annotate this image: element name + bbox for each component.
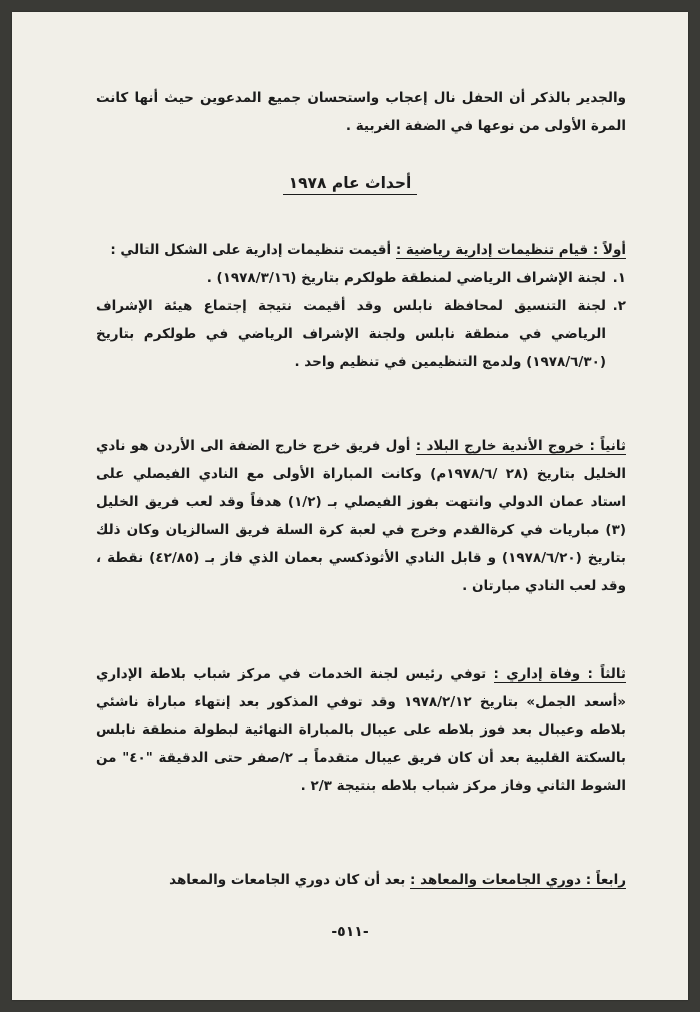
third-heading: ثالثاً : وفاة إداري :	[493, 666, 626, 682]
section-third	[96, 660, 626, 800]
list-item	[96, 292, 626, 376]
section-fourth	[96, 866, 626, 894]
section-first	[96, 236, 626, 376]
page-number: -٥١١-	[331, 924, 369, 940]
fourth-heading: رابعاً : دوري الجامعات والمعاهد :	[409, 872, 626, 888]
first-items-list	[96, 264, 626, 376]
section-title-text: أحداث عام ١٩٧٨	[283, 174, 418, 195]
first-heading: أولاً : قيام تنظيمات إدارية رياضية :	[395, 242, 626, 258]
document-page	[12, 12, 688, 1000]
intro-text: والجدير بالذكر أن الحفل نال إعجاب واستحسان جميع المدعوين حيث أنها كانت المرة الأولى من نوعها في الضفة الغربية .	[96, 90, 626, 134]
second-body: أول فريق خرج خارج الضفة الى الأردن هو نادي الخليل بتاريخ (٢٨ /١٩٧٨/٦م) وكانت المباراة الأولى مع النادي الفيصلي على استاد عمان الدولي وانتهت بفوز الفيصلي بـ (١/٢) هدفاً وقد لعب فريق الخليل (٣) مباريات في كرةالقدم وخرج في لعبة كرة السلة فريق السالزيان وكان ذلك بتاريخ (١٩٧٨/٦/٢٠) و قابل النادي الأثوذكسي بعمان الذي فاز بـ (٤٢/٨٥) نقطة ، وقد لعب النادي مبارتان .	[96, 438, 627, 594]
third-body: توفي رئيس لجنة الخدمات في مركز شباب بلاطة الإداري «أسعد الجمل» بتاريخ ١٩٧٨/٢/١٢ وقد توفي المذكور بعد إنتهاء مباراة ناشئي بلاطه وعيبال بعد فوز بلاطه على عيبال بالمباراة النهائية لبطولة منطقة نابلس بالسكتة القلبية بعد أن كان فريق عيبال متقدماً بـ ٢/صفر حتى الدقيقة "٤٠" من الشوط الثاني وفاز مركز شباب بلاطه بنتيجة ٢/٣ .	[96, 666, 627, 794]
section-title	[12, 174, 688, 192]
second-heading: ثانياً : خروج الأندية خارج البلاد :	[415, 438, 626, 454]
item-number: ١.	[612, 270, 626, 286]
first-heading-line	[96, 236, 626, 264]
first-lead: أقيمت تنظيمات إدارية على الشكل التالي :	[110, 242, 396, 258]
fourth-body: بعد أن كان دوري الجامعات والمعاهد	[169, 872, 410, 888]
item-text: لجنة الإشراف الرياضي لمنطقة طولكرم بتاريخ (١٩٧٨/٣/١٦) .	[206, 270, 606, 286]
item-number: ٢.	[612, 298, 626, 314]
list-item	[96, 264, 626, 292]
item-text: لجنة التنسيق لمحافظة نابلس وقد أقيمت نتيجة إجتماع هيئة الإشراف الرياضي في منطقة نابلس ولجنة الإشراف الرياضي في طولكرم بتاريخ (١٩٧٨/٦/٣٠) ولدمج التنظيمين في تنظيم واحد .	[96, 298, 606, 370]
section-second	[96, 432, 626, 600]
intro-paragraph	[96, 84, 626, 140]
